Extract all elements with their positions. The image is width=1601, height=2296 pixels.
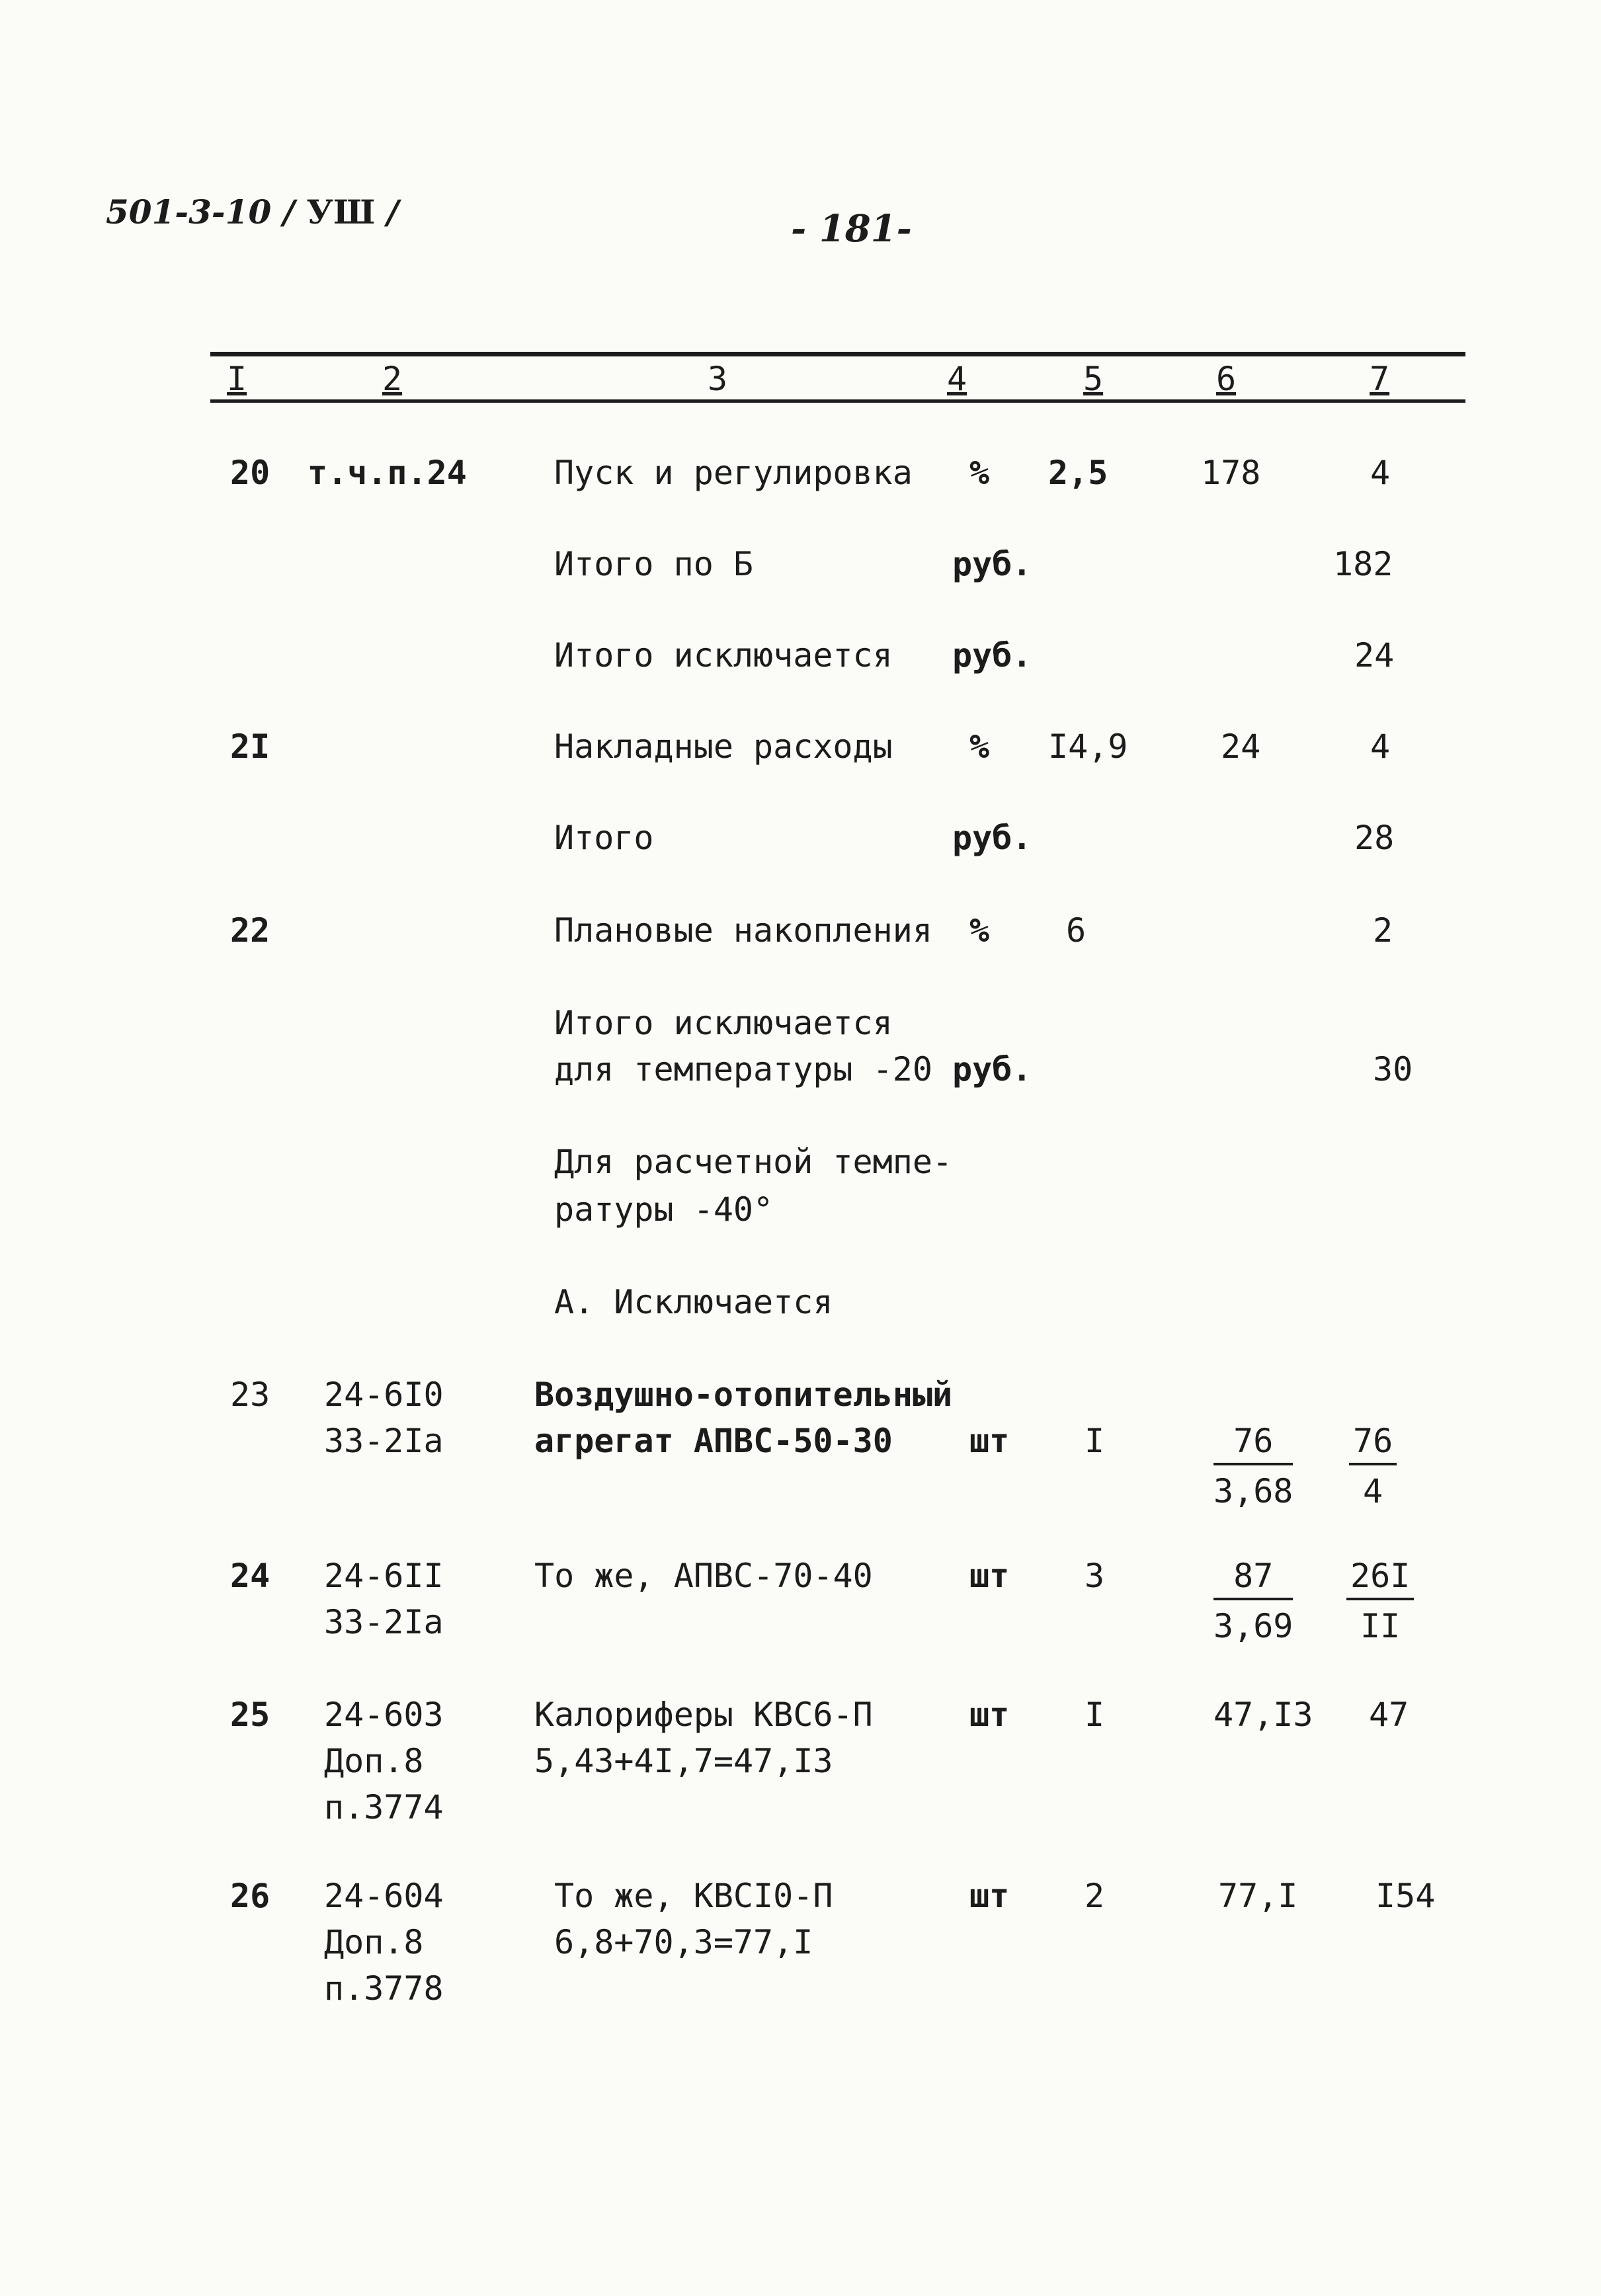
row-description: для температуры -20 bbox=[554, 1050, 932, 1088]
row-total: 2 bbox=[1373, 911, 1393, 950]
row-num: 2I bbox=[230, 727, 270, 766]
row-unit: шт bbox=[969, 1877, 1010, 1915]
row-description: Итого исключается bbox=[554, 636, 893, 675]
row-quantity: I bbox=[1085, 1422, 1105, 1460]
row-unit: % bbox=[969, 911, 990, 950]
row-unit: руб. bbox=[952, 1050, 1032, 1088]
doc-separator: / bbox=[282, 192, 307, 231]
section-note: ратуры -40° bbox=[554, 1190, 774, 1229]
row-price: 76 bbox=[1213, 1424, 1293, 1465]
page-number: - 181- bbox=[791, 207, 912, 251]
row-code: 24-604 bbox=[324, 1877, 444, 1915]
row-total: 76 bbox=[1349, 1424, 1397, 1465]
row-description: агрегат АПВС-50-30 bbox=[534, 1422, 893, 1460]
row-price-fraction bbox=[1213, 1424, 1293, 1508]
row-price: 47,I3 bbox=[1213, 1696, 1313, 1734]
row-description: 6,8+70,3=77,I bbox=[554, 1923, 813, 1961]
row-price: 178 bbox=[1201, 454, 1261, 492]
row-description: То же, АПВС-70-40 bbox=[534, 1557, 873, 1595]
row-unit: руб. bbox=[952, 545, 1032, 583]
row-description: Воздушно-отопительный bbox=[534, 1375, 953, 1414]
row-total: 24 bbox=[1354, 636, 1395, 675]
row-total: 4 bbox=[1370, 454, 1391, 492]
row-total-fraction bbox=[1349, 1424, 1397, 1508]
row-unit: % bbox=[969, 454, 990, 492]
row-unit: руб. bbox=[952, 636, 1032, 675]
row-total-fraction bbox=[1346, 1559, 1414, 1643]
row-unit: шт bbox=[969, 1557, 1010, 1595]
row-description: То же, КВСI0-П bbox=[554, 1877, 833, 1915]
row-code: п.3774 bbox=[324, 1788, 444, 1826]
row-num: 25 bbox=[230, 1696, 270, 1734]
row-description: Плановые накопления bbox=[554, 911, 932, 950]
row-code: 24-603 bbox=[324, 1696, 444, 1734]
row-num: 20 bbox=[230, 454, 270, 492]
row-num: 26 bbox=[230, 1877, 270, 1915]
row-code: 33-2Iа bbox=[324, 1422, 444, 1460]
column-header-5: 5 bbox=[1083, 360, 1104, 398]
row-total: 4 bbox=[1370, 727, 1391, 766]
row-price-sub: 3,69 bbox=[1213, 1607, 1293, 1645]
column-header-6: 6 bbox=[1216, 360, 1237, 398]
row-unit: шт bbox=[969, 1696, 1010, 1734]
row-total: 28 bbox=[1354, 819, 1395, 857]
row-total: 30 bbox=[1373, 1050, 1413, 1088]
column-header-7: 7 bbox=[1370, 360, 1390, 398]
doc-part: УШ bbox=[306, 192, 376, 231]
row-num: 24 bbox=[230, 1557, 270, 1595]
column-header-3: 3 bbox=[708, 360, 728, 398]
row-quantity: I bbox=[1085, 1696, 1105, 1734]
row-quantity: 2 bbox=[1085, 1877, 1105, 1915]
row-quantity: I4,9 bbox=[1048, 727, 1128, 766]
row-description: Накладные расходы bbox=[554, 727, 893, 766]
row-total: 26I bbox=[1346, 1559, 1414, 1600]
row-total-sub: II bbox=[1360, 1607, 1401, 1645]
row-quantity: 2,5 bbox=[1048, 454, 1108, 492]
row-description: Пуск и регулировка bbox=[554, 454, 913, 492]
row-code: 33-2Iа bbox=[324, 1603, 444, 1641]
row-description: 5,43+4I,7=47,I3 bbox=[534, 1742, 833, 1780]
doc-separator: / bbox=[386, 192, 399, 231]
document-code bbox=[106, 192, 399, 231]
row-description: Итого по Б bbox=[554, 545, 754, 583]
table-header-rule bbox=[210, 399, 1465, 403]
section-heading: А. Исключается bbox=[554, 1283, 833, 1321]
row-total: 47 bbox=[1369, 1696, 1409, 1734]
row-price-sub: 3,68 bbox=[1213, 1472, 1293, 1510]
row-code: 24-6II bbox=[324, 1557, 444, 1595]
row-code: 24-6I0 bbox=[324, 1375, 444, 1414]
section-note: Для расчетной темпе- bbox=[554, 1143, 953, 1181]
column-header-1: I bbox=[227, 360, 247, 398]
row-unit: шт bbox=[969, 1422, 1010, 1460]
row-quantity: 6 bbox=[1066, 911, 1087, 950]
row-description: Калориферы КВС6-П bbox=[534, 1696, 873, 1734]
table-top-rule bbox=[210, 352, 1465, 356]
row-price: 24 bbox=[1221, 727, 1261, 766]
row-price: 77,I bbox=[1218, 1877, 1298, 1915]
row-description: Итого исключается bbox=[554, 1004, 893, 1042]
row-total-sub: 4 bbox=[1363, 1472, 1383, 1510]
row-description: Итого bbox=[554, 819, 654, 857]
row-code: т.ч.п.24 bbox=[308, 454, 467, 492]
row-total: 182 bbox=[1333, 545, 1393, 583]
row-unit: руб. bbox=[952, 819, 1032, 857]
doc-code: 501-3-10 bbox=[106, 192, 272, 231]
row-unit: % bbox=[969, 727, 990, 766]
row-num: 22 bbox=[230, 911, 270, 950]
row-num: 23 bbox=[230, 1375, 270, 1414]
row-code: Доп.8 bbox=[324, 1923, 424, 1961]
column-header-4: 4 bbox=[947, 360, 967, 398]
row-price: 87 bbox=[1213, 1559, 1293, 1600]
row-total: I54 bbox=[1375, 1877, 1436, 1915]
row-price-fraction bbox=[1213, 1559, 1293, 1643]
row-code: Доп.8 bbox=[324, 1742, 424, 1780]
row-quantity: 3 bbox=[1085, 1557, 1105, 1595]
row-code: п.3778 bbox=[324, 1969, 444, 2008]
column-header-2: 2 bbox=[382, 360, 403, 398]
